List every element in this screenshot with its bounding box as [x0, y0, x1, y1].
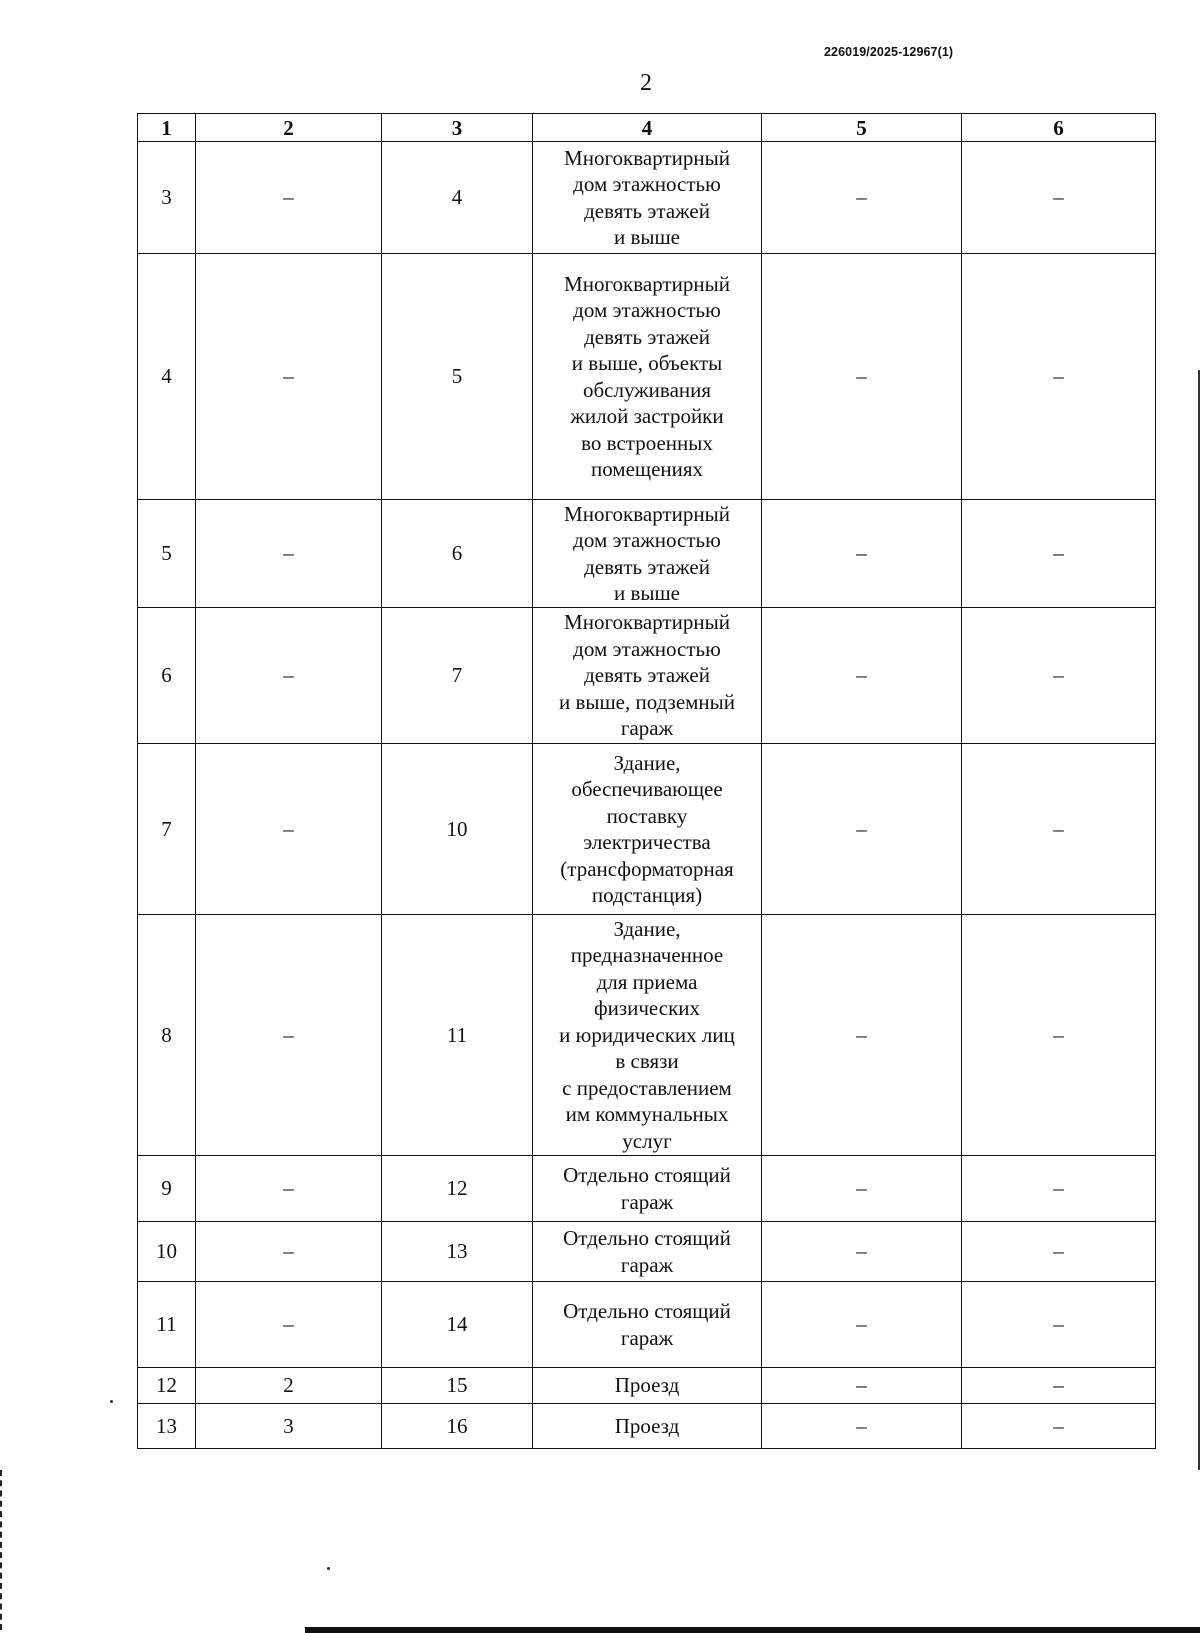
cell-col5: –: [762, 500, 962, 608]
row-number: 4: [138, 254, 196, 500]
cell-col5: –: [762, 1222, 962, 1282]
table-row: [138, 142, 1156, 254]
scan-speck: [110, 1400, 113, 1403]
table-row: [138, 1156, 1156, 1222]
cell-col5: –: [762, 254, 962, 500]
document-id: 226019/2025-12967(1): [824, 45, 954, 59]
cell-col5: –: [762, 142, 962, 254]
column-header-6: 6: [962, 114, 1156, 142]
cell-col6: –: [962, 142, 1156, 254]
cell-col5: –: [762, 608, 962, 744]
scan-edge-mark: [1195, 370, 1200, 1470]
scan-edge-mark: [0, 1470, 5, 1630]
cell-col2: –: [196, 500, 382, 608]
table-row: [138, 1368, 1156, 1404]
cell-col6: –: [962, 500, 1156, 608]
cell-description: Отдельно стоящий гараж: [533, 1156, 762, 1222]
cell-col5: –: [762, 744, 962, 915]
cell-col2: –: [196, 1222, 382, 1282]
cell-col6: –: [962, 608, 1156, 744]
cell-col6: –: [962, 1156, 1156, 1222]
row-number: 9: [138, 1156, 196, 1222]
table-row: [138, 608, 1156, 744]
column-header-2: 2: [196, 114, 382, 142]
table-row: [138, 1404, 1156, 1449]
cell-col6: –: [962, 1222, 1156, 1282]
data-table: [137, 113, 1156, 1449]
column-header-1: 1: [138, 114, 196, 142]
cell-col6: –: [962, 915, 1156, 1156]
cell-col2: 3: [196, 1404, 382, 1449]
cell-col3: 13: [382, 1222, 533, 1282]
scan-speck: [327, 1567, 330, 1570]
table-header-row: [138, 114, 1156, 142]
cell-col5: –: [762, 915, 962, 1156]
table-row: [138, 254, 1156, 500]
cell-description: Проезд: [533, 1368, 762, 1404]
row-number: 10: [138, 1222, 196, 1282]
cell-description: Проезд: [533, 1404, 762, 1449]
cell-col5: –: [762, 1282, 962, 1368]
cell-col3: 15: [382, 1368, 533, 1404]
cell-col3: 16: [382, 1404, 533, 1449]
table-row: [138, 915, 1156, 1156]
cell-col6: –: [962, 1282, 1156, 1368]
row-number: 8: [138, 915, 196, 1156]
scan-edge-mark: [305, 1627, 1200, 1633]
row-number: 12: [138, 1368, 196, 1404]
row-number: 5: [138, 500, 196, 608]
row-number: 11: [138, 1282, 196, 1368]
column-header-3: 3: [382, 114, 533, 142]
cell-col2: –: [196, 744, 382, 915]
cell-description: Многоквартирный дом этажностью девять этажей и выше, подземный гараж: [533, 608, 762, 744]
cell-col6: –: [962, 1368, 1156, 1404]
cell-col3: 11: [382, 915, 533, 1156]
cell-description: Отдельно стоящий гараж: [533, 1282, 762, 1368]
cell-col5: –: [762, 1156, 962, 1222]
cell-description: Многоквартирный дом этажностью девять этажей и выше: [533, 142, 762, 254]
cell-col3: 10: [382, 744, 533, 915]
cell-col3: 5: [382, 254, 533, 500]
cell-col2: –: [196, 1156, 382, 1222]
cell-col3: 14: [382, 1282, 533, 1368]
cell-col2: –: [196, 915, 382, 1156]
row-number: 7: [138, 744, 196, 915]
page-number: 2: [640, 70, 652, 96]
cell-description: Здание, обеспечивающее поставку электричества (трансформаторная подстанция): [533, 744, 762, 915]
column-header-4: 4: [533, 114, 762, 142]
cell-col5: –: [762, 1404, 962, 1449]
cell-col6: –: [962, 1404, 1156, 1449]
cell-description: Многоквартирный дом этажностью девять этажей и выше, объекты обслуживания жилой застройки во встроенных помещениях: [533, 254, 762, 500]
table-row: [138, 500, 1156, 608]
cell-col3: 12: [382, 1156, 533, 1222]
cell-description: Отдельно стоящий гараж: [533, 1222, 762, 1282]
cell-col2: –: [196, 254, 382, 500]
row-number: 6: [138, 608, 196, 744]
cell-description: Многоквартирный дом этажностью девять этажей и выше: [533, 500, 762, 608]
cell-col6: –: [962, 744, 1156, 915]
cell-col2: –: [196, 608, 382, 744]
cell-col3: 4: [382, 142, 533, 254]
cell-col3: 6: [382, 500, 533, 608]
cell-col5: –: [762, 1368, 962, 1404]
table-row: [138, 1282, 1156, 1368]
row-number: 13: [138, 1404, 196, 1449]
table-row: [138, 1222, 1156, 1282]
table-row: [138, 744, 1156, 915]
cell-col2: –: [196, 1282, 382, 1368]
cell-col2: 2: [196, 1368, 382, 1404]
row-number: 3: [138, 142, 196, 254]
cell-col2: –: [196, 142, 382, 254]
cell-col3: 7: [382, 608, 533, 744]
column-header-5: 5: [762, 114, 962, 142]
cell-description: Здание, предназначенное для приема физических и юридических лиц в связи с предоставлением им коммунальных услуг: [533, 915, 762, 1156]
cell-col6: –: [962, 254, 1156, 500]
